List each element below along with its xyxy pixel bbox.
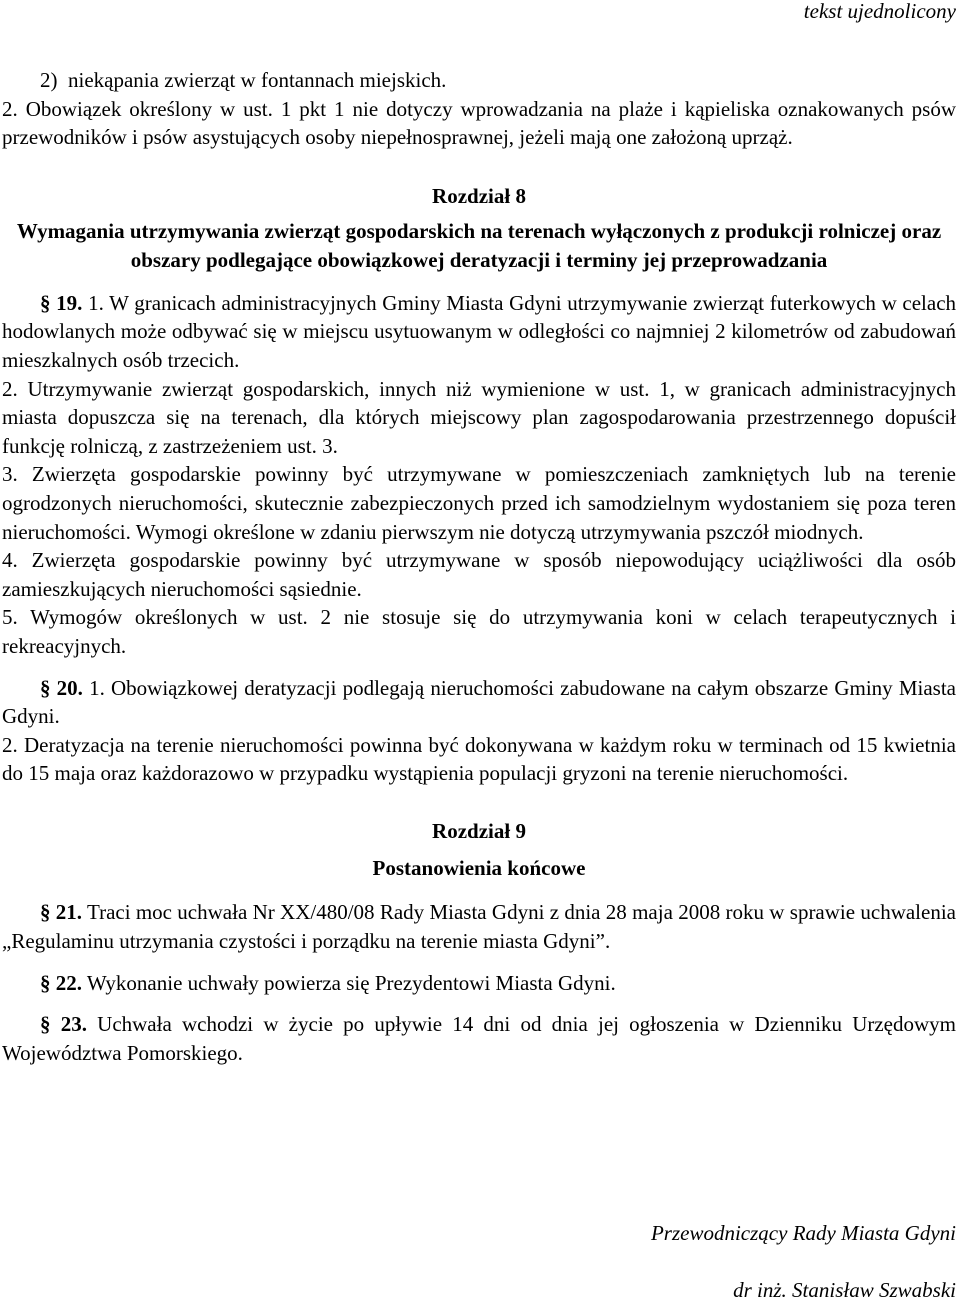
section-19-label: § 19. (40, 290, 83, 315)
intro-paragraph-2: 2. Obowiązek określony w ust. 1 pkt 1 nie dotyczy wprowadzania na plaże i kąpieliska oznakowanych psów przewodników i psów asystujących osoby niepełnosprawnej, jeżeli mają one założoną uprząż. (2, 96, 956, 150)
section-21-label: § 21. (40, 900, 83, 925)
section-19-paragraph-4: 4. Zwierzęta gospodarskie powinny być utrzymywane w sposób niepowodujący uciążliwości dla osób zamieszkujących nieruchomości sąsiednie. (2, 548, 956, 601)
spacer (2, 997, 956, 1010)
header-note: tekst ujednolicony (803, 0, 956, 23)
spacer (2, 661, 956, 674)
section-22-text: Wykonanie uchwały powierza się Prezydentowi Miasta Gdyni. (86, 970, 616, 995)
section-20-label: § 20. (40, 675, 83, 700)
section-19-paragraph-2: 2. Utrzymywanie zwierząt gospodarskich, innych niż wymienione w ust. 1, w granicach administracyjnych miasta dopuszcza się na terenach, dla których miejscowy plan zagospodarowania przestrzennego dopuścił funkcję rolniczą, z zastrzeżeniem ust. 3. (2, 376, 956, 458)
section-23-label: § 23. (40, 1012, 87, 1037)
spacer (2, 956, 956, 969)
section-21-paragraph (2, 898, 956, 955)
section-22-label: § 22. (40, 970, 82, 995)
section-20-p1-text: 1. Obowiązkowej deratyzacji podlegają nieruchomości zabudowane na całym obszarze Gminy Miasta Gdyni. (2, 675, 957, 729)
section-19-p1-text: 1. W granicach administracyjnych Gminy Miasta Gdyni utrzymywanie zwierząt futerkowych w celach hodowlanych może odbywać się w miejscu usytuowanym w odległości co najmniej 2 kilometrów od zabudowań mieszkalnych osób trzecich. (2, 290, 957, 372)
section-22-paragraph (2, 969, 956, 998)
chapter-8-title: Wymagania utrzymywania zwierząt gospodarskich na terenach wyłączonych z produkcji rolniczej oraz obszary podlegające obowiązkowej deratyzacji i terminy jej przeprowadzania (16, 218, 942, 273)
section-23-text: Uchwała wchodzi w życie po upływie 14 dni od dnia jej ogłoszenia w Dzienniku Urzędowym Województwa Pomorskiego. (2, 1012, 957, 1065)
section-19-paragraph-3: 3. Zwierzęta gospodarskie powinny być utrzymywane w pomieszczeniach zamkniętych lub na terenie ogrodzonych nieruchomości, skutecznie zabezpieczonych przed ich samodzielnym wydostaniem się poza teren nieruchomości. Wymogi określone w zdaniu pierwszym nie dotyczą utrzymywania pszczół miodnych. (2, 462, 956, 544)
section-19-paragraph-5: 5. Wymogów określonych w ust. 2 nie stosuje się do utrzymywania koni w celach terapeutycznych i rekreacyjnych. (2, 605, 956, 658)
section-21-text: Traci moc uchwała Nr XX/480/08 Rady Miasta Gdyni z dnia 28 maja 2008 roku w sprawie uchwalenia „Regulaminu utrzymania czystości i porządku na terenie miasta Gdyni”. (2, 900, 956, 953)
section-20-paragraph-1 (2, 674, 956, 731)
chapter-9-title: Postanowienia końcowe (372, 855, 586, 880)
section-20-paragraph-2: 2. Deratyzacja na terenie nieruchomości powinna być dokonywana w każdym roku w terminach od 15 kwietnia do 15 maja oraz każdorazowo w przypadku wystąpienia populacji gryzoni na terenie nieruchomości. (2, 732, 956, 786)
intro-item-2: 2) niekąpania zwierząt w fontannach miejskich. (40, 68, 447, 92)
spacer (2, 276, 956, 289)
section-23-paragraph (2, 1010, 956, 1067)
chapter-9-number: Rozdział 9 (432, 818, 526, 843)
section-19-paragraph-1 (2, 289, 956, 375)
signature-name: dr inż. Stanisław Szwabski (733, 1278, 956, 1302)
chapter-8-number: Rozdział 8 (432, 183, 526, 208)
document-body (2, 66, 956, 1067)
signature-title: Przewodniczący Rady Miasta Gdyni (650, 1221, 956, 1245)
